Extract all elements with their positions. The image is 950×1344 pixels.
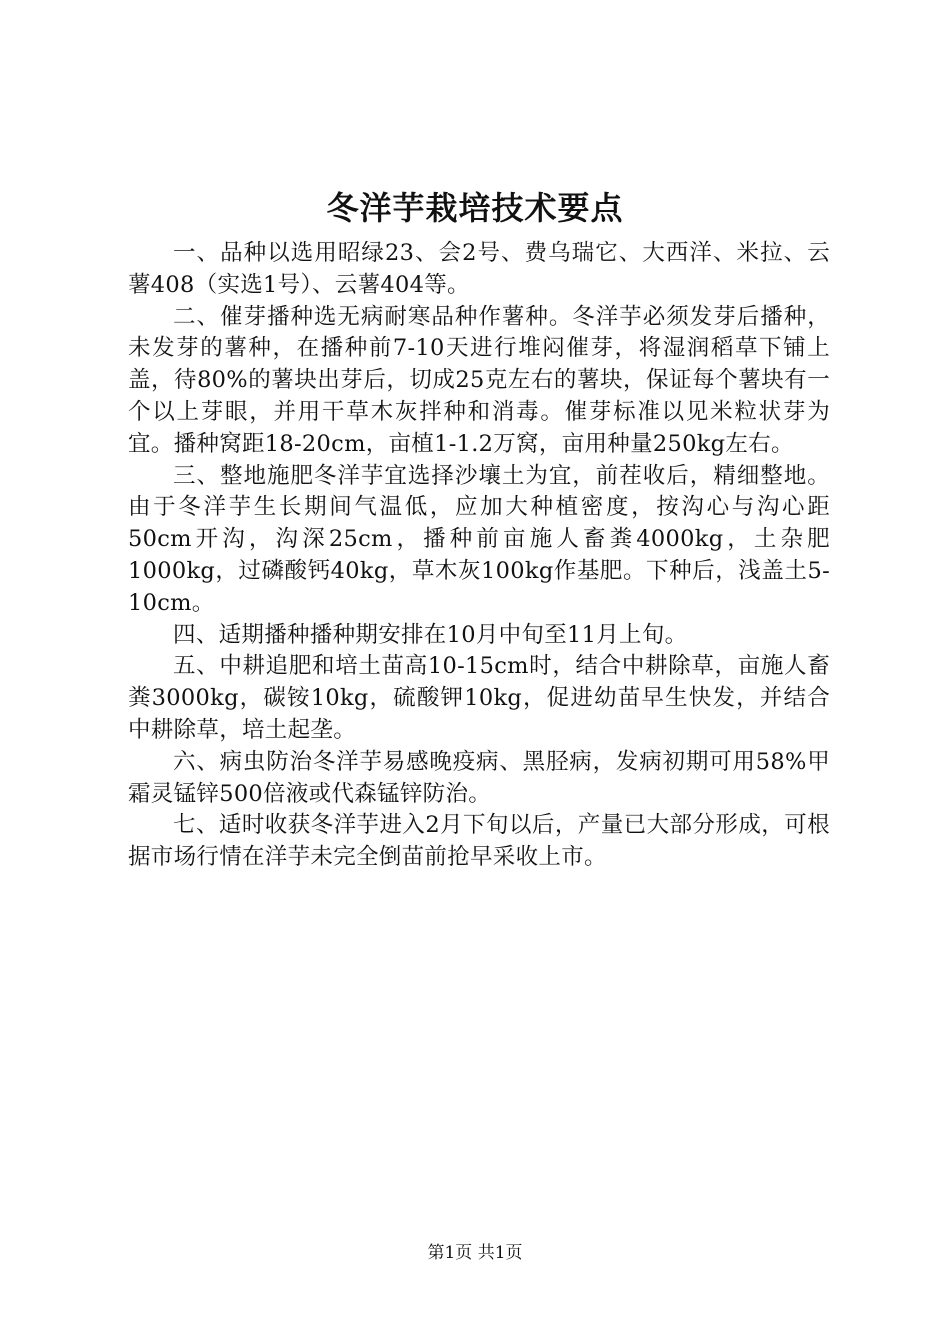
paragraph-sowing-time: 四、适期播种播种期安排在10月中旬至11月上旬。 [173, 621, 688, 648]
paragraph-land-fertilizer: 三、整地施肥冬洋芋宜选择沙壤土为宜，前茬收后，精细整地。由于冬洋芋生长期间气温低，应加大种植密度，按沟心与沟心距50cm开沟，沟深25cm，播种前亩施人畜粪4000kg，土杂肥1000kg，过磷酸钙40kg，草木灰100kg作基肥。下种后，浅盖土5-10cm。 [128, 462, 830, 616]
paragraph-cultivation: 五、中耕追肥和培土苗高10-15cm时，结合中耕除草，亩施人畜粪3000kg，碳铵10kg，硫酸钾10kg，促进幼苗早生快发，并结合中耕除草，培土起垄。 [128, 653, 830, 743]
paragraph-sprouting-sowing: 二、催芽播种选无病耐寒品种作薯种。冬洋芋必须发芽后播种，未发芽的薯种，在播种前7-10天进行堆闷催芽，将湿润稻草下铺上盖，待80%的薯块出芽后，切成25克左右的薯块，保证每个薯块有一个以上芽眼，并用干草木灰拌种和消毒。催芽标准以见米粒状芽为宜。播种窝距18-20cm，亩植1-1.2万窝，亩用种量250kg左右。 [128, 303, 830, 457]
document-title: 冬洋芋栽培技术要点 [326, 189, 624, 227]
paragraph-pest-control: 六、病虫防治冬洋芋易感晚疫病、黑胫病，发病初期可用58%甲霜灵锰锌500倍液或代森锰锌防治。 [128, 748, 830, 807]
page-number-footer: 第1页 共1页 [427, 1243, 523, 1263]
paragraph-variety: 一、品种以选用昭绿23、会2号、费乌瑞它、大西洋、米拉、云薯408（实选1号）、云薯404等。 [128, 240, 830, 298]
paragraph-harvest: 七、适时收获冬洋芋进入2月下旬以后，产量已大部分形成，可根据市场行情在洋芋未完全倒苗前抢早采收上市。 [128, 812, 830, 871]
document-body [128, 238, 830, 874]
